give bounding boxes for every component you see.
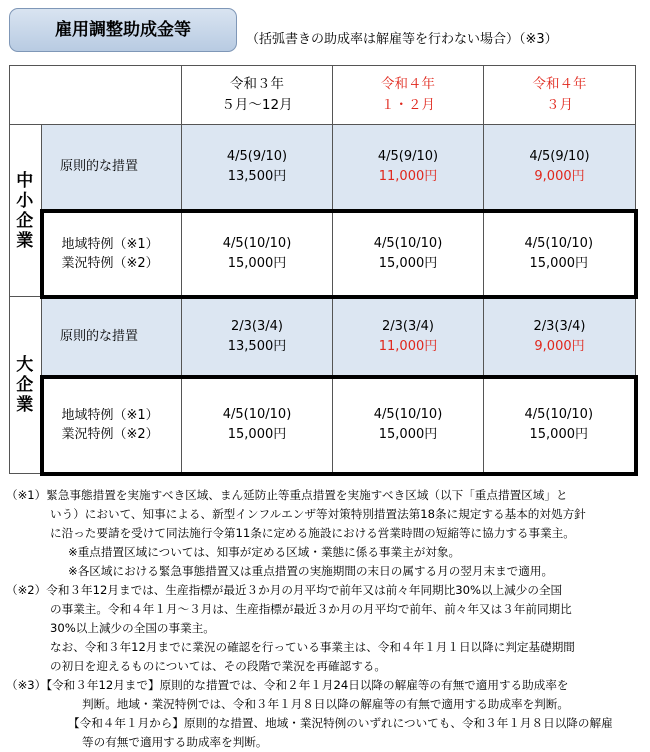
row-label-text: 原則的な措置: [60, 329, 139, 344]
column-header-line1: 令和４年: [532, 76, 587, 92]
rate-cell: [182, 297, 333, 377]
group-label-char: 大: [16, 355, 34, 375]
row-label-text: 業況特例（※2）: [61, 255, 159, 271]
footnote-line: ※重点措置区域については、知事が定める区域・業態に係る事業主が対象。: [68, 545, 461, 559]
column-header-line2: ３月: [546, 97, 573, 113]
row-label-standard: [42, 125, 182, 211]
rate-value: 4/5(9/10): [529, 148, 590, 164]
rate-value: 4/5(10/10): [222, 235, 292, 251]
footnotes: [6, 486, 646, 752]
rate-cell: [182, 125, 333, 211]
amount-value: 15,000円: [227, 427, 287, 442]
group-label-char: 業: [16, 395, 34, 415]
rate-cell: [333, 211, 484, 297]
footnote-line: に沿った要請を受けて同法施行令第11条に定める施設における営業時間の短縮等に協力する事業主。: [50, 526, 575, 540]
rate-cell: [182, 211, 333, 297]
group-label-char: 中: [16, 170, 34, 191]
subsidy-rate-table: [9, 65, 638, 476]
table-row: [10, 125, 636, 211]
amount-value: 11,000円: [378, 168, 438, 184]
row-label-text: 地域特例（※1）: [61, 236, 159, 252]
table-header-row: [10, 66, 636, 125]
amount-value: 15,000円: [378, 255, 438, 271]
header-note: （括弧書きの助成率は解雇等を行わない場合）（※3）: [246, 32, 558, 47]
rate-cell: [484, 297, 636, 377]
footnote-line: （※1）緊急事態措置を実施すべき区域、まん延防止等重点措置を実施すべき区域（以下「重点措置区域」と: [6, 488, 568, 502]
rate-value: 2/3(3/4): [382, 318, 434, 334]
row-label-special: [42, 211, 182, 297]
row-label-text: 業況特例（※2）: [61, 427, 159, 442]
rate-value: 4/5(10/10): [222, 407, 292, 422]
rate-value: 4/5(10/10): [373, 235, 443, 251]
group-label-char: 小: [16, 190, 34, 211]
amount-value: 9,000円: [534, 168, 585, 184]
rate-value: 2/3(3/4): [533, 318, 586, 334]
rate-value: 4/5(10/10): [524, 407, 594, 422]
group-label-char: 業: [16, 230, 34, 251]
rate-cell: [484, 211, 636, 297]
footnote-line: （※3）【令和３年12月まで】原則的な措置では、令和２年１月24日以降の解雇等の有無で適用する助成率を: [6, 678, 569, 692]
rate-cell: [333, 297, 484, 377]
rate-value: 4/5(9/10): [226, 148, 288, 164]
rate-value: 2/3(3/4): [231, 318, 283, 334]
amount-value: 15,000円: [529, 255, 588, 271]
table-row: [10, 297, 636, 377]
amount-value: 15,000円: [227, 255, 287, 271]
table-row: [10, 211, 636, 297]
rate-value: 4/5(9/10): [377, 148, 439, 164]
rate-value: 4/5(10/10): [373, 407, 443, 422]
group-label-large: [10, 297, 42, 474]
footnote-line: 30%以上減少の全国の事業主。: [50, 621, 215, 635]
amount-value: 11,000円: [378, 338, 438, 354]
amount-value: 13,500円: [227, 338, 287, 354]
rate-cell: [333, 125, 484, 211]
column-header-r4-mar: [484, 66, 636, 125]
group-label-char: 企: [16, 210, 34, 231]
footnote-line: 等の有無で適用する助成率を判断。: [82, 735, 268, 749]
row-label-text: 原則的な措置: [60, 159, 139, 175]
table-row: [10, 377, 636, 474]
row-label-text: 地域特例（※1）: [61, 408, 159, 423]
column-header-line2: １・２月: [381, 97, 435, 113]
rate-cell: [182, 377, 333, 474]
footnote-line: なお、令和３年12月までに業況の確認を行っている事業主は、令和４年１月１日以降に判定基礎期間: [50, 640, 575, 654]
rate-cell: [484, 125, 636, 211]
rate-cell: [333, 377, 484, 474]
column-header-line1: 令和４年: [381, 76, 435, 92]
footnote-line: の初日を迎えるものについては、その段階で業況を再確認する。: [50, 659, 386, 673]
amount-value: 13,500円: [227, 168, 287, 184]
footnote-line: （※2）令和３年12月までは、生産指標が最近３か月の月平均で前年又は前々年同期比30%以上減少の全国: [6, 583, 563, 597]
column-header-line2: ５月〜12月: [221, 97, 293, 113]
amount-value: 15,000円: [378, 427, 438, 442]
rate-value: 4/5(10/10): [524, 235, 594, 251]
column-header-r3-may-dec: [182, 66, 333, 125]
row-label-special: [42, 377, 182, 474]
group-label-sme: [10, 125, 42, 297]
page-title: 雇用調整助成金等: [9, 8, 237, 52]
footnote-line: の事業主。令和４年１月〜３月は、生産指標が最近３か月の月平均で前年、前々年又は３年前同期比: [50, 602, 572, 616]
row-label-standard: [42, 297, 182, 377]
footnote-line: いう）において、知事による、新型インフルエンザ等対策特別措置法第18条に規定する基本的対処方針: [50, 507, 586, 521]
group-label-char: 企: [16, 375, 34, 395]
rate-cell: [484, 377, 636, 474]
column-header-line1: 令和３年: [230, 76, 284, 92]
footnote-line: ※各区域における緊急事態措置又は重点措置の実施期間の末日の属する月の翌月末まで適用。: [68, 564, 554, 578]
footnote-line: 【令和４年１月から】原則的な措置、地域・業況特例のいずれについても、令和３年１月８日以降の解雇: [68, 716, 613, 730]
amount-value: 9,000円: [534, 338, 585, 354]
amount-value: 15,000円: [529, 427, 588, 442]
header-corner-cell: [10, 66, 182, 125]
footnote-line: 判断。地域・業況特例では、令和３年１月８日以降の解雇等の有無で適用する助成率を判断。: [82, 697, 569, 711]
column-header-r4-jan-feb: [333, 66, 484, 125]
